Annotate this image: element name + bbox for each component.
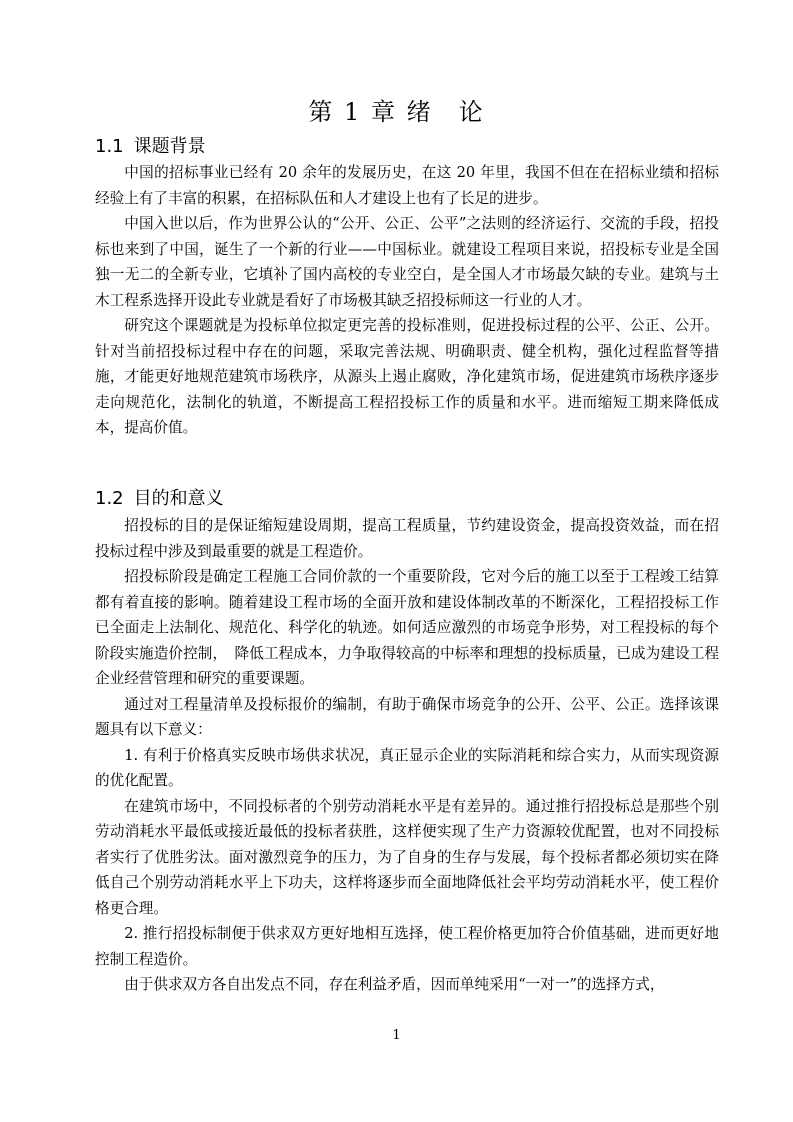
paragraph: 通过对工程量清单及投标报价的编制，有助于确保市场竞争的公开、公平、公正。选择该课题具有以下意义： <box>95 695 719 738</box>
paragraph: 由于供求双方各自出发点不同，存在利益矛盾，因而单纯采用“一对一”的选择方式， <box>124 976 665 993</box>
paragraph: 招投标的目的是保证缩短建设周期，提高工程质量，节约建设资金，提高投资效益，而在招投标过程中涉及到最重要的就是工程造价。 <box>95 517 719 560</box>
page-number: 1 <box>392 1028 401 1043</box>
paragraph: 中国的招标事业已经有 20 余年的发展历史，在这 20 年里，我国不但在在招标业绩和招标经验上有了丰富的积累，在招标队伍和人才建设上也有了长足的进步。 <box>95 164 719 207</box>
section-number: 1.1 <box>95 136 124 157</box>
section-body-1-2 <box>95 513 719 998</box>
section-number: 1.2 <box>95 488 124 509</box>
paragraph: 中国入世以后，作为世界公认的“公开、公正、公平”之法则的经济运行、交流的手段，招投标也来到了中国，诞生了一个新的行业——中国标业。就建设工程项目来说，招投标专业是全国独一无二的全新专业，它填补了国内高校的专业空白，是全国人才市场最欠缺的专业。建筑与土木工程系选择开设此专业就是看好了市场极其缺乏招投标师这一行业的人才。 <box>95 215 719 309</box>
section-heading-1-1 <box>95 132 206 158</box>
section-title: 课题背景 <box>133 136 206 157</box>
section-title: 目的和意义 <box>133 488 224 509</box>
paragraph: 在建筑市场中，不同投标者的个别劳动消耗水平是有差异的。通过推行招投标总是那些个别劳动消耗水平最低或接近最低的投标者获胜，这样便实现了生产力资源较优配置，也对不同投标者实行了优胜劣汰。面对激烈竞争的压力，为了自身的生存与发展，每个投标者都必须切实在降低自己个别劳动消耗水平上下功夫，这样将逐步而全面地降低社会平均劳动消耗水平，使工程价格更合理。 <box>95 797 719 917</box>
section-heading-1-2 <box>95 484 224 510</box>
paragraph: 2. 推行招投标制便于供求双方更好地相互选择，使工程价格更加符合价值基础，进而更好地控制工程造价。 <box>95 925 719 968</box>
paragraph: 1. 有利于价格真实反映市场供求状况，真正显示企业的实际消耗和综合实力，从而实现资源的优化配置。 <box>95 746 719 789</box>
paragraph: 研究这个课题就是为投标单位拟定更完善的投标准则，促进投标过程的公平、公正、公开。针对当前招投标过程中存在的问题，采取完善法规、明确职责、健全机构，强化过程监督等措施，才能更好地规范建筑市场秩序，从源头上遏止腐败，净化建筑市场，促进建筑市场秩序逐步走向规范化，法制化的轨道，不断提高工程招投标工作的质量和水平。进而缩短工期来降低成本，提高价值。 <box>95 317 719 436</box>
chapter-title: 第 1 章 绪 论 <box>308 98 485 126</box>
paragraph: 招投标阶段是确定工程施工合同价款的一个重要阶段，它对今后的施工以至于工程竣工结算都有着直接的影响。随着建设工程市场的全面开放和建设体制改革的不断深化，工程招投标工作已全面走上法制化、规范化、科学化的轨迹。如何适应激烈的市场竞争形势，对工程投标的每个阶段实施造价控制， 降低工程成本，力争取得较高的中标率和理想的投标质量，已成为建设工程企业经营管理和研究的重要课题。 <box>95 568 719 687</box>
section-body-1-1 <box>95 160 719 441</box>
